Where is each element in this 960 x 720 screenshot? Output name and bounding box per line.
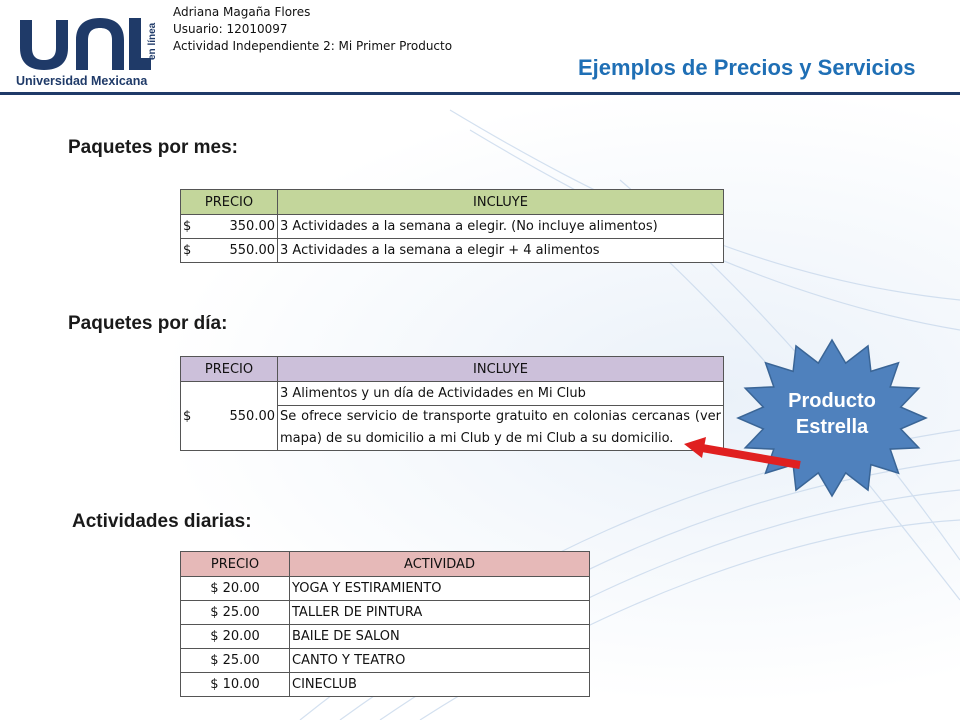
price-cell: $ 20.00: [181, 625, 290, 649]
table-row: [181, 673, 590, 697]
activity-name: Actividad Independiente 2: Mi Primer Producto: [173, 39, 453, 53]
red-arrow-icon: [680, 436, 804, 472]
price-cell: $ 25.00: [181, 601, 290, 625]
heading-daily: Paquetes por día:: [68, 313, 228, 334]
price-cell: $ 10.00: [181, 673, 290, 697]
table-row: [181, 577, 590, 601]
table-row: [181, 382, 724, 406]
heading-monthly: Paquetes por mes:: [68, 137, 238, 158]
col-header-activity: ACTIVIDAD: [290, 552, 590, 577]
product-star-label: [766, 388, 898, 440]
col-header-price: PRECIO: [181, 552, 290, 577]
user-id: Usuario: 12010097: [173, 22, 288, 36]
svg-text:en línea: en línea: [147, 22, 158, 60]
activity-cell: CANTO Y TEATRO: [290, 649, 590, 673]
star-label-line-1: Producto: [788, 390, 876, 412]
price-amount: 550.00: [229, 408, 275, 424]
currency-symbol: $: [183, 408, 192, 424]
price-amount: 550.00: [229, 243, 275, 258]
col-header-price: PRECIO: [181, 190, 278, 215]
header-info: [173, 4, 452, 55]
currency-symbol: $: [183, 219, 192, 234]
price-cell: $ 20.00: [181, 577, 290, 601]
monthly-packages-table: [180, 189, 724, 263]
unl-logo: [14, 14, 168, 88]
table-header-row: [181, 190, 724, 215]
currency-symbol: $: [183, 243, 192, 258]
svg-text:Universidad Mexicana: Universidad Mexicana: [16, 74, 148, 88]
author-name: Adriana Magaña Flores: [173, 5, 311, 19]
col-header-includes: INCLUYE: [278, 357, 724, 382]
heading-activities: Actividades diarias:: [72, 511, 252, 532]
activity-cell: YOGA Y ESTIRAMIENTO: [290, 577, 590, 601]
table-row: [181, 601, 590, 625]
col-header-price: PRECIO: [181, 357, 278, 382]
price-cell: [181, 239, 278, 263]
price-cell: [181, 215, 278, 239]
includes-cell: 3 Actividades a la semana a elegir + 4 alimentos: [278, 239, 724, 263]
table-row: [181, 239, 724, 263]
activity-cell: BAILE DE SALON: [290, 625, 590, 649]
col-header-includes: INCLUYE: [278, 190, 724, 215]
activity-cell: CINECLUB: [290, 673, 590, 697]
price-cell: [181, 382, 278, 451]
includes-cell: 3 Actividades a la semana a elegir. (No incluye alimentos): [278, 215, 724, 239]
daily-packages-table: [180, 356, 724, 451]
slide-title: Ejemplos de Precios y Servicios: [578, 55, 916, 80]
table-header-row: [181, 552, 590, 577]
table-row: [181, 625, 590, 649]
price-amount: 350.00: [229, 219, 275, 234]
star-label-line-2: Estrella: [795, 416, 869, 438]
table-header-row: [181, 357, 724, 382]
activities-table: [180, 551, 590, 697]
table-row: [181, 215, 724, 239]
price-cell: $ 25.00: [181, 649, 290, 673]
transport-note-cell: Se ofrece servicio de transporte gratuito en colonias cercanas (ver mapa) de su domicilio a mi Club y de mi Club a su domicilio.: [278, 406, 724, 451]
activity-cell: TALLER DE PINTURA: [290, 601, 590, 625]
table-row: [181, 649, 590, 673]
includes-cell: 3 Alimentos y un día de Actividades en Mi Club: [278, 382, 724, 406]
